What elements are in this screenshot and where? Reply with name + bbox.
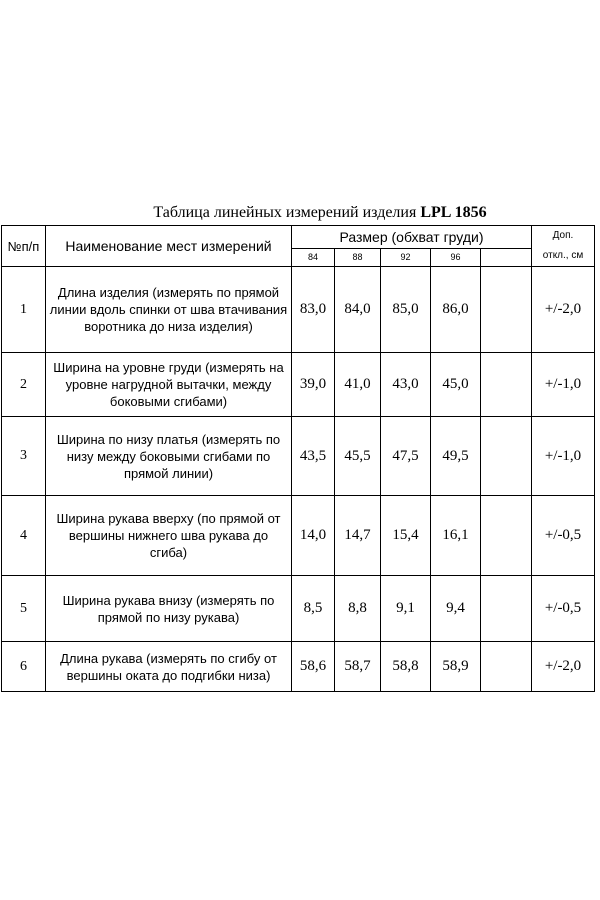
row-value: 8,5 (292, 576, 335, 642)
table-row (2, 576, 595, 642)
table-row (2, 353, 595, 417)
row-value: 83,0 (292, 267, 335, 353)
table-title (120, 204, 520, 222)
header-num: №п/п (2, 226, 46, 267)
row-num: 6 (2, 642, 46, 692)
row-value: 49,5 (431, 417, 481, 496)
size-88: 88 (335, 248, 381, 266)
row-tolerance: +/-2,0 (532, 642, 595, 692)
row-value (481, 576, 532, 642)
row-value: 14,7 (335, 496, 381, 576)
row-value: 45,0 (431, 353, 481, 417)
row-description: Ширина по низу платья (измерять по низу между боковыми сгибами по прямой линии) (46, 417, 292, 496)
header-size-group: Размер (обхват груди) (292, 226, 532, 249)
row-tolerance: +/-1,0 (532, 353, 595, 417)
row-value: 9,4 (431, 576, 481, 642)
header-name: Наименование мест измерений (46, 226, 292, 267)
row-value: 16,1 (431, 496, 481, 576)
row-value: 58,8 (381, 642, 431, 692)
table-row (2, 496, 595, 576)
row-num: 3 (2, 417, 46, 496)
header-row-top (2, 226, 595, 249)
row-value: 9,1 (381, 576, 431, 642)
row-value: 85,0 (381, 267, 431, 353)
row-description: Ширина рукава вверху (по прямой от вершины нижнего шва рукава до сгиба) (46, 496, 292, 576)
size-empty (481, 248, 532, 266)
row-num: 2 (2, 353, 46, 417)
row-value: 43,0 (381, 353, 431, 417)
row-value (481, 496, 532, 576)
row-value: 14,0 (292, 496, 335, 576)
row-value (481, 267, 532, 353)
row-value: 86,0 (431, 267, 481, 353)
row-value: 45,5 (335, 417, 381, 496)
row-tolerance: +/-0,5 (532, 496, 595, 576)
row-value: 47,5 (381, 417, 431, 496)
row-value (481, 417, 532, 496)
row-value: 8,8 (335, 576, 381, 642)
row-description: Ширина рукава внизу (измерять по прямой по низу рукава) (46, 576, 292, 642)
size-84: 84 (292, 248, 335, 266)
size-96: 96 (431, 248, 481, 266)
header-tolerance-line2: откл., см (542, 250, 584, 261)
row-num: 5 (2, 576, 46, 642)
row-tolerance: +/-1,0 (532, 417, 595, 496)
row-value: 58,9 (431, 642, 481, 692)
row-value: 58,7 (335, 642, 381, 692)
table-row (2, 417, 595, 496)
row-num: 4 (2, 496, 46, 576)
size-92: 92 (381, 248, 431, 266)
model-code: LPL 1856 (420, 204, 487, 221)
measurements-table (1, 225, 595, 692)
row-value: 39,0 (292, 353, 335, 417)
row-value (481, 642, 532, 692)
row-tolerance: +/-0,5 (532, 576, 595, 642)
row-value (481, 353, 532, 417)
row-value: 43,5 (292, 417, 335, 496)
row-description: Ширина на уровне груди (измерять на уровне нагрудной вытачки, между боковыми сгибами) (46, 353, 292, 417)
row-value: 58,6 (292, 642, 335, 692)
row-description: Длина изделия (измерять по прямой линии вдоль спинки от шва втачивания воротника до низа изделия) (46, 267, 292, 353)
table-row (2, 642, 595, 692)
row-value: 15,4 (381, 496, 431, 576)
header-tolerance (532, 226, 595, 267)
table-row (2, 267, 595, 353)
row-num: 1 (2, 267, 46, 353)
row-value: 41,0 (335, 353, 381, 417)
header-tolerance-line1: Доп. (552, 230, 574, 241)
row-tolerance: +/-2,0 (532, 267, 595, 353)
table-title-text: Таблица линейных измерений изделия (153, 204, 417, 221)
row-value: 84,0 (335, 267, 381, 353)
row-description: Длина рукава (измерять по сгибу от вершины оката до подгибки низа) (46, 642, 292, 692)
